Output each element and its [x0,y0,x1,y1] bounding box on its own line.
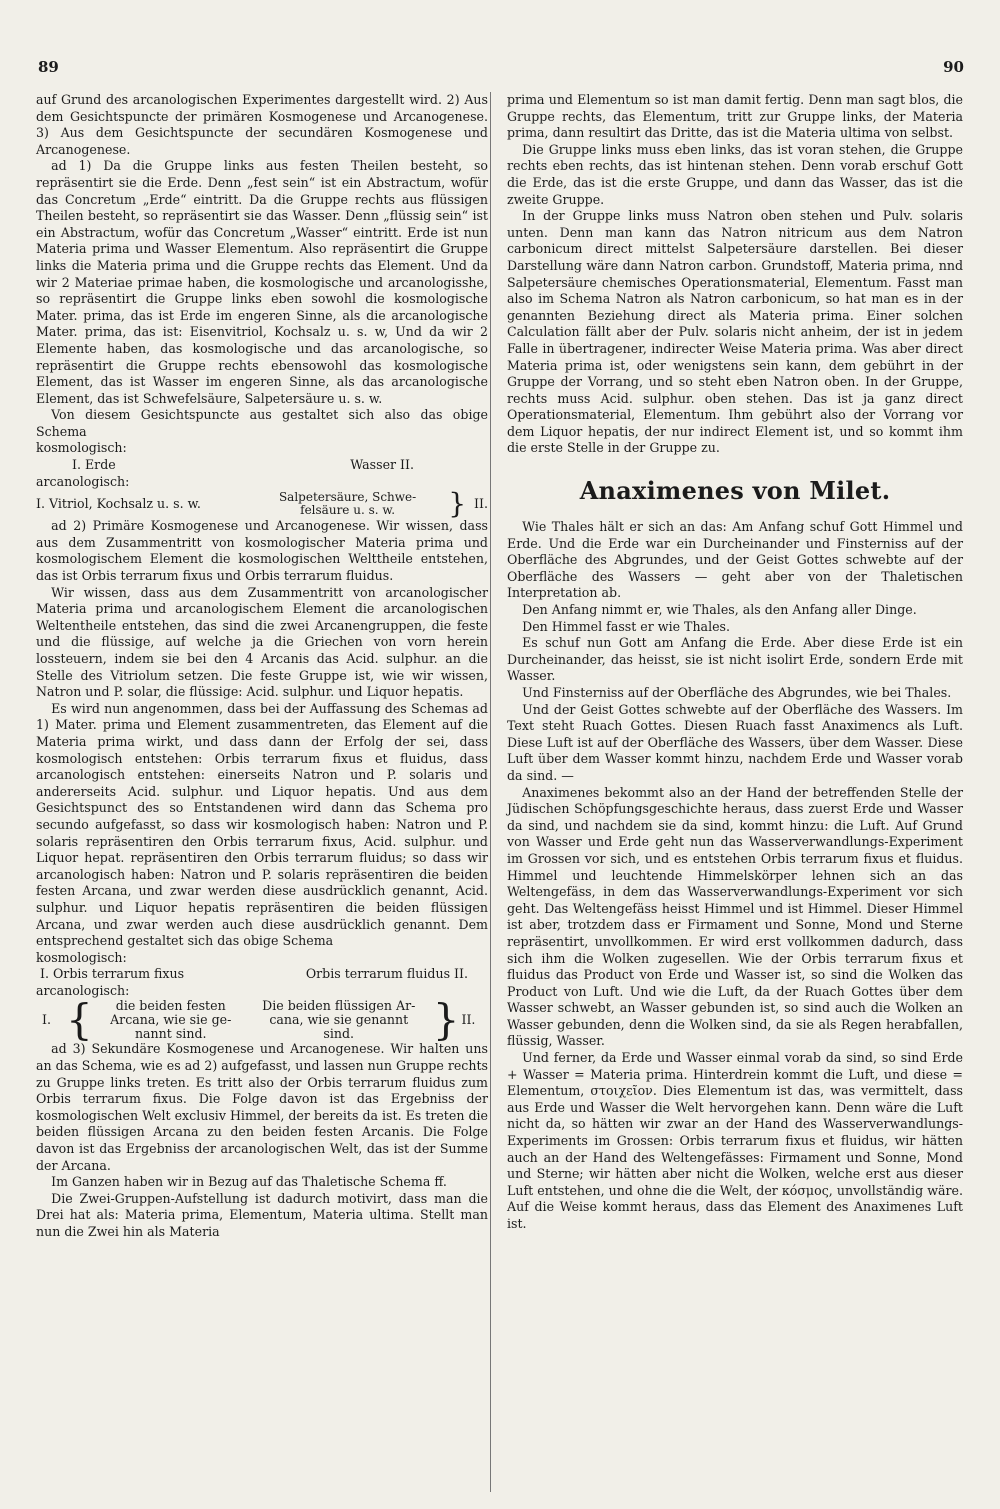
paragraph: Es wird nun angenommen, dass bei der Auffassung des Schemas ad 1) Mater. prima und Element zusammentreten, das Element auf die Materia prima wirkt, und dass dann der Erfolg der sei, dass kosmologisch entstehen: Orbis terrarum fixus et fluidus, dass arcanologisch entstehen: einerseits Natron und P. solaris und andererseits Acid. sulphur. und Liquor hepatis. Und aus dem Gesichtspunct des so Entstandenen wird dann das Schema pro secundo aufgefasst, so dass wir kosmologisch haben: Natron und P. solaris repräsentiren den Orbis terrarum fixus, Acid. sulphur. und Liquor hepat. repräsentiren den Orbis terrarum fluidus; so dass wir arcanologisch haben: Natron und P. solaris repräsentiren die beiden festen Arcana, und zwar werden diese ausdrücklich genannt, Acid. sulphur. und Liquor hepatis repräsentiren die beiden flüssigen Arcana, und zwar werden auch diese ausdrücklich genannt. Dem entsprechend gestaltet sich das obige Schema [36,700,488,949]
schema-line: cana, wie sie genannt [269,1012,409,1028]
schema-cell: I. [42,1012,51,1028]
schema-cell: I. Orbis terrarum fixus [40,966,185,982]
schema-line: felsäure u. s. w. [300,503,396,518]
schema-cell [247,999,431,1041]
paragraph: ad 3) Sekundäre Kosmogenese und Arcanogenese. Wir halten uns an das Schema, wie es ad 2) aufgefasst, und lassen nun Gruppe rechts zu Gruppe links treten. Es tritt also der Orbis terrarum fluidus zum Orbis terrarum fixus. Die Folge davon ist das Ergebniss der kosmologischen Welt exclusiv Himmel, der bereits da ist. Es treten die beiden flüssigen Arcana zu den beiden festen Arcanis. Die Folge davon ist das Ergebniss der arcanologischen Welt, das ist der Summe der Arcana. [36,1041,488,1173]
schema-label: arcanologisch: [36,982,130,998]
section-heading: Anaximenes von Milet. [579,476,891,506]
schema-cell: Wasser II. [350,457,414,473]
paragraph: Im Ganzen haben wir in Bezug auf das Thaletische Schema ff. [51,1174,447,1190]
paragraph: Die Gruppe links muss eben links, das ist voran stehen, die Gruppe rechts eben rechts, das ist hintenan stehen. Denn vorab erschuf Gott die Erde, das ist die erste Gruppe, und dann das Wasser, das ist die zweite Gruppe. [507,141,963,207]
schema-cell: II. [474,495,488,511]
schema-1 [36,440,488,521]
left-column [36,92,488,1241]
paragraph: Wir wissen, dass aus dem Zusammentritt von arcanologischer Materia prima und arcanologischem Element die arcanologischen Weltentheile entstehen, das sind die zwei Arcanengruppen, die feste und die flüssige, auf welche ja die Griechen von vorn herein lossteuern, indem sie bei den 4 Arcanis das Acid. sulphur. an die Stelle des Vitriolum setzen. Die feste Gruppe ist, wie wir wissen, Natron und P. solar, die flüssige: Acid. sulphur. und Liquor hepatis. [36,584,488,700]
paragraph: auf Grund des arcanologischen Experimentes dargestellt wird. 2) Aus dem Gesichtspuncte der primären Kosmogenese und Arcanogenese. 3) Aus dem Gesichtspuncte der secundären Kosmogenese und Arcanogenese. [36,92,488,157]
paragraph: ad 2) Primäre Kosmogenese und Arcanogenese. Wir wissen, dass aus dem Zusammentritt von kosmologischer Materia prima und kosmologischem Element die kosmologischen Welttheile entstehen, das ist Orbis terrarum fixus und Orbis terrarum fluidus. [36,518,488,584]
right-column [507,92,963,1233]
schema-line: sind. [323,1026,355,1042]
paragraph: In der Gruppe links muss Natron oben stehen und Pulv. solaris unten. Denn man kann das Natron nitricum aus dem Natron carbonicum direct mittelst Salpetersäure darstellen. Bei dieser Darstellung wäre dann Natron carbon. Grundstoff, Materia prima, nnd Salpetersäure chemisches Operationsmaterial, Elementum. Fasst man also im Schema Natron als Natron carbonicum, so hat man es in der genannten Beziehung direct als Materia prima. Einer solchen Calculation fällt aber der Pulv. solaris nicht anheim, der ist in jedem Falle in übertragener, indirecter Weise Materia prima. Was aber direct Materia prima ist, oder wenigstens sein kann, dem gebührt in der Gruppe der Vorrang, und so steht eben Natron oben. In der Gruppe, rechts muss Acid. sulphur. oben stehen. Das ist ja ganz direct Operationsmaterial, Elementum. Ihm gebührt also der Vorrang vor dem Liquor hepatis, der nur indirect Element ist, und so kommt ihm die erste Stelle in der Gruppe zu. [507,208,963,456]
brace-glyph: } [448,487,467,521]
schema-row [36,487,488,521]
page-number-right: 90 [943,58,964,76]
paragraph: Den Anfang nimmt er, wie Thales, als den Anfang aller Dinge. [522,602,917,618]
brace-glyph: { [66,995,93,1045]
schema-row [36,457,488,474]
paragraph: Anaximenes bekommt also an der Hand der betreffenden Stelle der Jüdischen Schöpfungsgeschichte heraus, dass zuerst Erde und Wasser da sind, und nachdem sie da sind, kommt hinzu: die Luft. Auf Grund von Wasser und Erde geht nun das Wasserverwandlungs-Experiment im Grossen vor sich, und es entstehen Orbis terrarum fixus et fluidus. Himmel und leuchtende Himmelskörper lehnen sich an das Weltengefäss, in dem das Wasserverwandlungs-Experiment vor sich geht. Das Weltengefäss heisst Himmel und ist Himmel. Dieser Himmel ist aber, trotzdem dass er Firmament und Sonne, Mond und Sterne repräsentirt, unvollkommen. Er wird erst vollkommen dadurch, dass sich ihm die Wolken zugesellen. Wie der Orbis terrarum fixus et fluidus das Product von Erde und Wasser ist, so sind die Wolken das Product von Luft. Und wie die Luft, da der Ruach Gottes über dem Wasser schwebt, an Wasser gebunden ist, so sind auch die Wolken an Wasser gebunden, denn die Wolken sind, da sie als Regen herabfallen, flüssig, Wasser. [507,784,963,1049]
paragraph: Und der Geist Gottes schwebte auf der Oberfläche des Wassers. Im Text steht Ruach Gottes. Diesen Ruach fasst Anaximencs als Luft. Diese Luft ist auf der Oberfläche des Wassers, über dem Wasser. Diese Luft über dem Wasser kommt hinzu, nachdem Erde und Wasser vorab da sind. — [507,701,963,783]
paragraph: Und ferner, da Erde und Wasser einmal vorab da sind, so sind Erde + Wasser = Materia prima. Hinterdrein kommt die Luft, und diese = Elementum, στοιχεῖον. Dies Elementum ist das, was vermittelt, dass aus Erde und Wasser die Welt hervorgehen kann. Denn wäre die Luft nicht da, so hätten wir zwar an der Hand des Wasserverwandlungs-Experiments im Grossen: Orbis terrarum fixus et fluidus, wir hätten auch an der Hand des Weltengefässes: Firmament und Sonne, Mond und Sterne; wir hätten aber nicht die Wolken, welche erst aus dieser Luft entstehen, und ohne die die Welt, der κόσμος, unvollständig wäre. Auf die Weise kommt heraus, dass das Element des Anaximenes Luft ist. [507,1050,963,1231]
schema-line: Salpetersäure, Schwe- [278,490,417,505]
schema-label: kosmologisch: [36,949,127,965]
schema-cell: Orbis terrarum fluidus II. [305,966,468,982]
schema-line: Die beiden flüssigen Ar- [262,998,416,1014]
schema-row [36,995,488,1045]
schema-cell [95,999,247,1041]
paragraph: Den Himmel fasst er wie Thales. [522,618,731,634]
paragraph: Von diesem Gesichtspuncte aus gestaltet sich also das obige Schema [36,407,488,439]
page-number-left: 89 [38,58,59,76]
schema-line: die beiden festen [115,998,226,1014]
schema-cell [251,491,444,517]
paragraph: Es schuf nun Gott am Anfang die Erde. Aber diese Erde ist ein Durcheinander, das heisst, sie ist nicht isolirt Erde, sondern Erde mit Wasser. [507,635,963,684]
paragraph: Die Zwei-Gruppen-Aufstellung ist dadurch motivirt, dass man die Drei hat als: Materia prima, Elementum, Materia ultima. Stellt man nun die Zwei hin als Materia [36,1190,488,1239]
schema-label: kosmologisch: [36,440,127,456]
schema-line: nannt sind. [134,1026,207,1042]
paragraph: Und Finsterniss auf der Oberfläche des Abgrundes, wie bei Thales. [522,685,952,700]
schema-cell: I. Vitriol, Kochsalz u. s. w. [36,495,201,511]
schema-line: Arcana, wie sie ge- [110,1012,232,1028]
schema-2 [36,949,488,1045]
paragraph: ad 1) Da die Gruppe links aus festen Theilen besteht, so repräsentirt sie die Erde. Denn „fest sein“ ist ein Abstractum, wofür das Concretum „Erde“ eintritt. Da die Gruppe rechts aus flüssigen Theilen besteht, so repräsentirt sie das Wasser. Denn „flüssig sein“ ist ein Abstractum, wofür das Concretum „Wasser“ eintritt. Erde ist nun Materia prima und Wasser Elementum. Also repräsentirt die Gruppe links die Materia prima und die Gruppe rechts das Element. Und da wir 2 Materiae primae haben, die kosmologische und arcanologisshe, so repräsentirt die Gruppe links eben sowohl die kosmologische Mater. prima, das ist Erde im engeren Sinne, als die arcanologische Mater. prima, das ist: Eisenvitriol, Kochsalz u. s. w, Und da wir 2 Elemente haben, das kosmologische und das arcanologische, so repräsentirt die Gruppe rechts ebensowohl das kosmologische Element, das ist Wasser im engeren Sinne, als das arcanologische Element, das ist Schwefelsäure, Salpetersäure u. s. w. [36,158,488,406]
schema-label: arcanologisch: [36,473,130,489]
paragraph: Wie Thales hält er sich an das: Am Anfang schuf Gott Himmel und Erde. Und die Erde war ein Durcheinander und Finsterniss auf der Oberfläche des Abgrundes, und der Geist Gottes schwebte auf der Oberfläche des Wassers — geht aber von der Thaletischen Interpretation ab. [507,519,963,601]
brace-glyph: } [432,995,460,1045]
paragraph: prima und Elementum so ist man damit fertig. Denn man sagt blos, die Gruppe rechts, das Elementum, tritt zur Gruppe links, der Materia prima, dann resultirt das Dritte, das ist die Materia ultima von selbst. [507,92,963,141]
schema-row [36,966,488,983]
column-divider [490,92,491,1492]
schema-cell: II. [461,1012,476,1028]
schema-cell: I. Erde [72,457,116,473]
